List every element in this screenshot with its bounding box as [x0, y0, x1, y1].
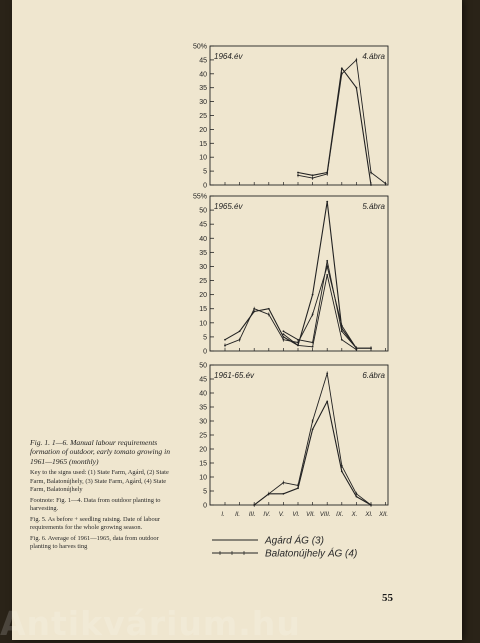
y-tick-label: 30: [199, 99, 207, 107]
data-point: [312, 174, 314, 176]
data-point: [341, 339, 343, 341]
data-point: [283, 330, 285, 332]
y-tick-label: 0: [203, 502, 207, 510]
x-tick-label: VIII.: [319, 512, 331, 518]
y-tick-label: 35: [199, 85, 207, 93]
data-point: [297, 487, 299, 489]
y-tick-label: 10: [199, 320, 207, 328]
x-tick-label: IX.: [336, 512, 344, 518]
x-tick-label: XI.: [365, 512, 373, 518]
y-tick-label: 45: [199, 57, 207, 65]
data-point: [326, 201, 328, 203]
y-tick-label: 5: [203, 334, 207, 342]
caption-key: Key to the signs used: (1) State Farm, Agárd, (2) State Farm, Balatonújhely, (3) State Farm, Agárd, (4) State Farm, Balatonújhely: [30, 469, 169, 494]
series-line-3: [283, 261, 356, 348]
data-point: [341, 471, 343, 473]
data-point: [239, 330, 241, 332]
caption-fig6: Fig. 6. Average of 1961—1965, data from outdoor planting to harves ting: [30, 534, 159, 551]
data-point: [268, 308, 270, 310]
y-tick-label: 35: [199, 404, 207, 412]
y-tick-label: 35: [199, 249, 207, 257]
legend: [212, 534, 357, 560]
y-tick-label: 0: [203, 182, 207, 190]
y-tick-label: 15: [199, 140, 207, 148]
figure-label: 4.ábra: [362, 52, 385, 61]
plot-frame: [210, 196, 388, 351]
caption-footnote: Footnote: Fig. 1—4. Data from outdoor planting to harvesting.: [30, 496, 161, 513]
page-number: 55: [382, 592, 393, 604]
data-point: [283, 333, 285, 335]
data-point: [283, 336, 285, 338]
data-point: [297, 339, 299, 341]
data-point: [356, 349, 358, 351]
panel-title: 1965.év: [214, 202, 243, 211]
caption-title: Fig. 1. 1—6. Manual labour requirements formation of outdoor, early tomato growing in 1961—1965 (monthly): [30, 438, 170, 466]
data-point: [326, 274, 328, 276]
x-tick-label: XII.: [379, 512, 389, 518]
y-tick-label: 5: [203, 168, 207, 176]
y-tick-label: 50: [199, 207, 207, 215]
chart-panel-3: [210, 365, 388, 507]
y-tick-label: 40: [199, 235, 207, 243]
series-line-4: [283, 275, 356, 350]
data-point: [283, 493, 285, 495]
x-tick-label: X.: [351, 512, 358, 518]
data-point: [312, 294, 314, 296]
series-line-2: [225, 267, 371, 349]
x-tick-label: III.: [248, 512, 256, 518]
series-line-1: [254, 401, 371, 505]
x-tick-label: VI.: [292, 512, 300, 518]
y-tick-label: 15: [199, 306, 207, 314]
y-tick-label: 40: [199, 71, 207, 79]
x-tick-label: V.: [278, 512, 285, 518]
y-tick-label: 10: [199, 154, 207, 162]
y-tick-label: 25: [199, 432, 207, 440]
y-tick-label: 50%: [192, 43, 207, 51]
data-point: [356, 496, 358, 498]
data-point: [312, 429, 314, 431]
data-point: [370, 184, 372, 186]
y-tick-label: 5: [203, 488, 207, 496]
x-tick-label: II.: [235, 512, 241, 518]
data-point: [224, 339, 226, 341]
data-point: [297, 344, 299, 346]
figure-label: 5.ábra: [362, 202, 385, 211]
y-tick-label: 30: [199, 263, 207, 271]
y-tick-label: 30: [199, 418, 207, 426]
series-line-2: [298, 60, 386, 184]
figure-caption: [30, 438, 178, 554]
y-tick-label: 25: [199, 113, 207, 120]
legend-label: Balatonújhely ÁG (4): [265, 548, 358, 560]
y-tick-label: 50: [199, 362, 207, 370]
data-point: [297, 172, 299, 174]
chart-panel-2: [210, 196, 388, 351]
x-tick-label: VII.: [306, 512, 316, 518]
y-tick-label: 25: [199, 278, 207, 286]
data-point: [341, 330, 343, 332]
series-line-1: [225, 202, 371, 349]
y-tick-label: 45: [199, 376, 207, 384]
data-point: [326, 260, 328, 262]
series-line-2: [254, 373, 371, 505]
data-point: [341, 67, 343, 69]
data-point: [326, 401, 328, 403]
data-point: [356, 87, 358, 89]
watermark: Antikvárium.hu: [0, 604, 301, 643]
y-tick-label: 0: [203, 348, 207, 356]
caption-fig5: Fig. 5. As before + seedling raising. Date of labour requirements for the whole growing season.: [30, 515, 160, 532]
panel-title: 1961-65.év: [214, 371, 255, 380]
x-tick-label: IV.: [263, 512, 271, 518]
y-tick-label: 15: [199, 460, 207, 468]
y-tick-label: 45: [199, 221, 207, 229]
y-tick-label: 55%: [192, 193, 207, 201]
data-point: [312, 346, 314, 348]
y-tick-label: 10: [199, 474, 207, 482]
y-tick-label: 20: [199, 446, 207, 454]
legend-label: Agárd ÁG (3): [265, 535, 324, 547]
plot-frame: [210, 46, 388, 185]
x-tick-label: I.: [221, 512, 225, 518]
y-tick-label: 40: [199, 390, 207, 398]
panel-title: 1964.év: [214, 52, 243, 61]
y-tick-label: 20: [199, 126, 207, 134]
chart-panel-1: [210, 46, 388, 186]
figure-label: 6.ábra: [362, 371, 385, 380]
y-tick-label: 20: [199, 292, 207, 300]
